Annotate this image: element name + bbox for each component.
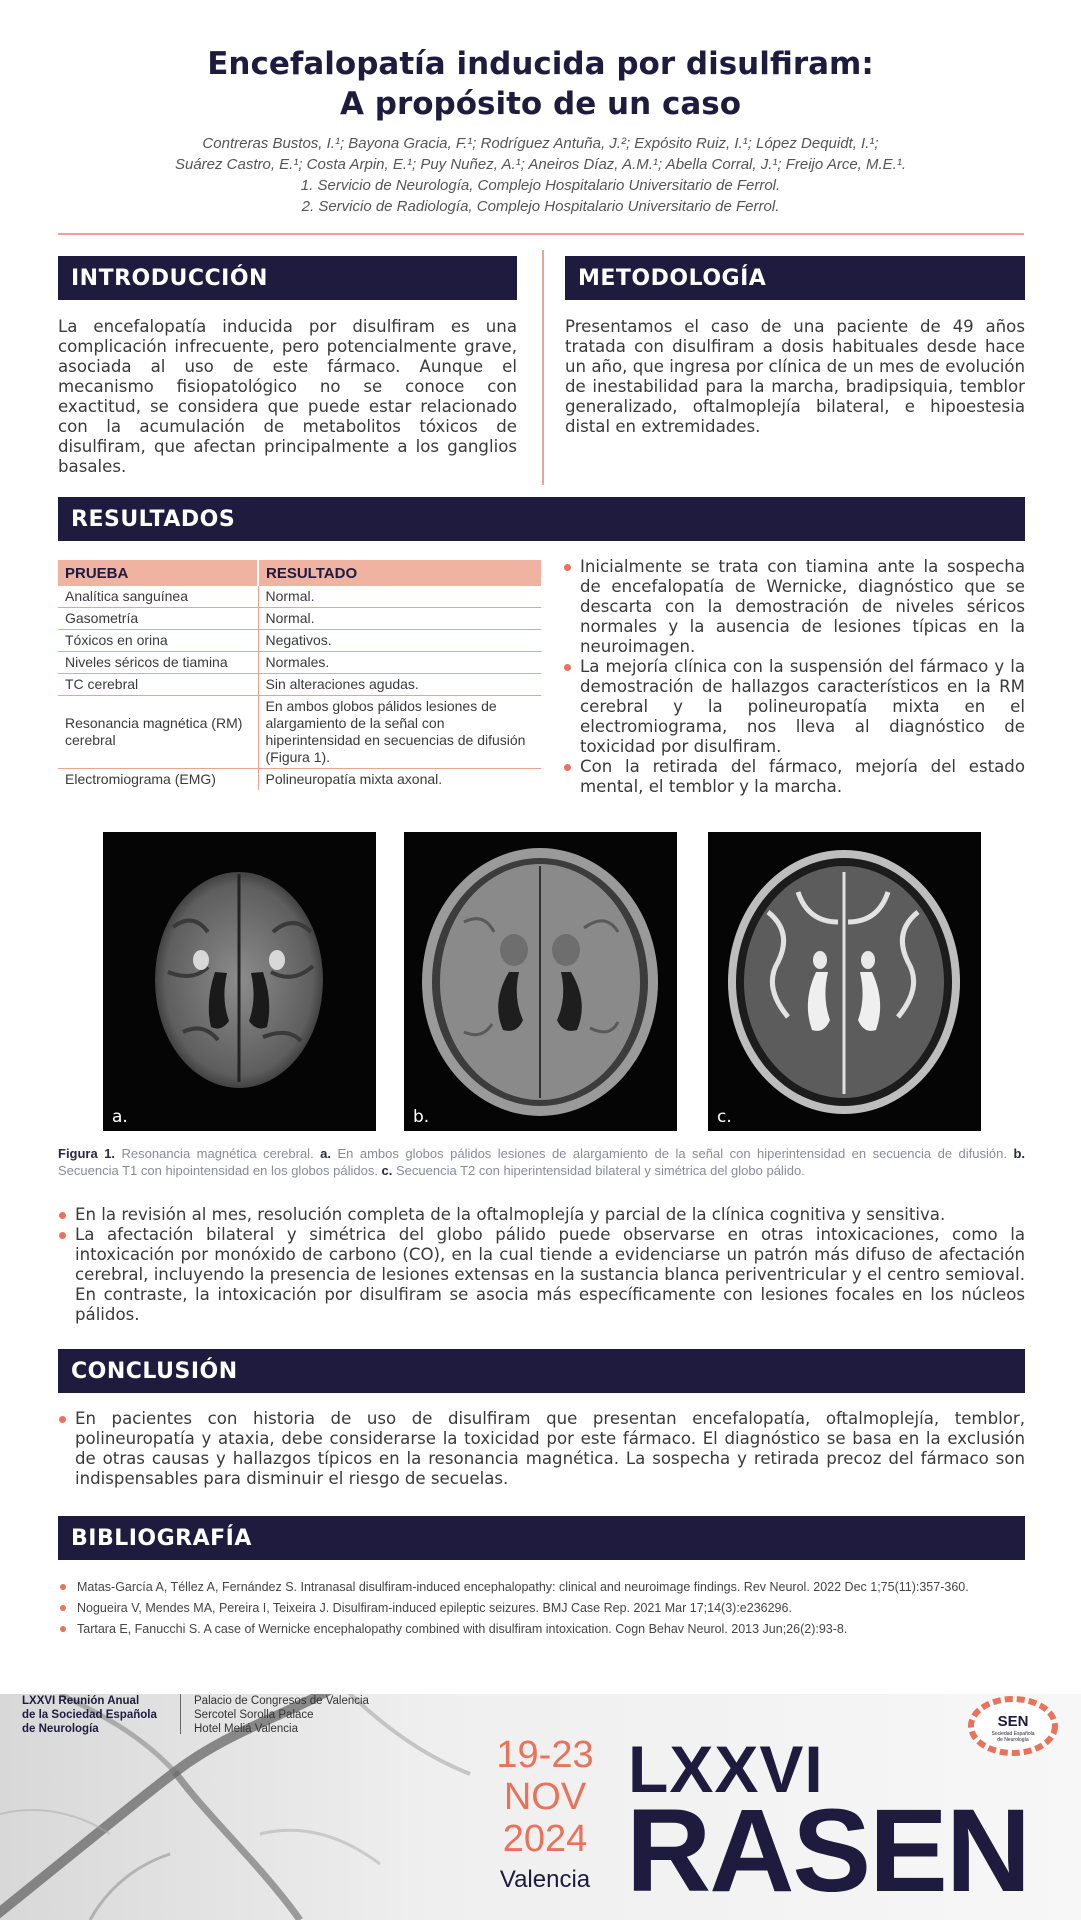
header-divider (58, 233, 1024, 235)
mri-t1-image (404, 832, 677, 1131)
table-cell-resultado: Negativos. (258, 630, 541, 652)
image-label-c: c. (717, 1107, 732, 1127)
table-cell-resultado: En ambos globos pálidos lesiones de alargamiento de la señal con hiperintensidad en secuencias de difusión (Figura 1). (258, 696, 541, 769)
caption-text: Secuencia T2 con hiperintensidad bilateral y simétrica del globo pálido. (392, 1163, 805, 1178)
congress-brand: RASEN (626, 1785, 1030, 1917)
affiliation-1: 1. Servicio de Neurología, Complejo Hospitalario Universitario de Ferrol. (300, 177, 781, 194)
congress-edition: LXXVI (628, 1732, 824, 1806)
date-days: 19-23 (496, 1734, 594, 1776)
caption-figure-label: Figura 1. (58, 1146, 116, 1161)
authors-line-1: Contreras Bustos, I.¹; Bayona Gracia, F.¹; Rodríguez Antuña, J.²; Expósito Ruiz, I.¹; López Dequidt, I.¹; (202, 135, 879, 152)
table-row (58, 674, 541, 696)
brain-icon (708, 832, 981, 1131)
congress-dates (480, 1734, 610, 1860)
table-cell-prueba: Gasometría (58, 608, 258, 630)
bibliografia-heading: BIBLIOGRAFÍA (58, 1516, 1025, 1560)
brain-icon (103, 832, 376, 1131)
list-item: La afectación bilateral y simétrica del globo pálido puede observarse en otras intoxicaciones, como la intoxicación por monóxido de carbono (CO), en la cual tiende a evidenciarse un patrón más difuso de afectación cerebral, incluyendo la presencia de lesiones extensas en la sustancia blanca periventricular y el centro semioval. En contraste, la intoxicación por disulfiram se asocia más específicamente con lesiones focales en los núcleos pálidos. (58, 1225, 1025, 1325)
authors-block (30, 133, 1051, 217)
discussion-bullets (58, 1205, 1025, 1325)
organizer-line: de Neurología (22, 1723, 99, 1735)
poster-title (0, 44, 1081, 124)
results-bullets (563, 557, 1025, 797)
caption-text: En ambos globos pálidos lesiones de alargamiento de la señal con hiperintensidad en secuencia de difusión. (331, 1146, 1014, 1161)
list-item: La mejoría clínica con la suspensión del fármaco y la demostración de hallazgos característicos en la RM cerebral y la polineuropatía mixta en el electromiograma, nos lleva al diagnóstico de toxicidad por disulfiram. (563, 657, 1025, 757)
caption-letter-c: c. (381, 1163, 393, 1178)
table-row (58, 652, 541, 674)
table-cell-resultado: Normal. (258, 586, 541, 608)
column-divider (542, 250, 544, 485)
sen-logo (965, 1696, 1061, 1758)
sen-logo-subtitle: Sociedad Española (991, 1731, 1035, 1737)
image-label-a: a. (112, 1107, 128, 1127)
results-table (58, 560, 541, 790)
caption-letter-b: b. (1013, 1146, 1025, 1161)
footer-separator (180, 1694, 181, 1734)
reference-item: Tartara E, Fanucchi S. A case of Wernicke encephalopathy combined with disulfiram intoxication. Cogn Behav Neurol. 2013 Jun;26(2):93-8. (58, 1619, 1019, 1640)
reference-item: Nogueira V, Mendes MA, Pereira I, Teixeira J. Disulfiram-induced epileptic seizures. BMJ Case Rep. 2021 Mar 17;14(3):e236296. (58, 1598, 1019, 1619)
list-item: En la revisión al mes, resolución completa de la oftalmoplejía y parcial de la clínica cognitiva y sensitiva. (58, 1205, 1025, 1225)
table-cell-resultado: Polineuropatía mixta axonal. (258, 769, 541, 791)
table-cell-prueba: Niveles séricos de tiamina (58, 652, 258, 674)
organizer-line: de la Sociedad Española (22, 1709, 157, 1721)
introduccion-text: La encefalopatía inducida por disulfiram es una complicación infrecuente, pero potencialmente grave, asociada al uso de este fármaco. Aunque el mecanismo fisiopatológico no se conoce con exactitud, se considera que puede estar relacionado con la acumulación de metabolitos tóxicos de disulfiram, que afectan principalmente a los ganglios basales. (58, 317, 517, 476)
column-header-prueba: PRUEBA (58, 560, 258, 586)
sen-logo-text: SEN (997, 1713, 1029, 1730)
table-row (58, 630, 541, 652)
date-year: 2024 (502, 1818, 588, 1860)
congress-banner (0, 1694, 1081, 1920)
sen-logo-subtitle: de Neurología (997, 1737, 1029, 1743)
list-item: Con la retirada del fármaco, mejoría del estado mental, el temblor y la marcha. (563, 757, 1025, 797)
caption-text: Resonancia magnética cerebral. (115, 1146, 321, 1161)
table-cell-resultado: Normales. (258, 652, 541, 674)
venue-list (194, 1694, 394, 1736)
sen-logo-icon (965, 1696, 1061, 1758)
venue-line: Sercotel Sorolla Palace (194, 1709, 314, 1721)
introduccion-heading: INTRODUCCIÓN (58, 256, 517, 300)
title-line-2: A propósito de un caso (339, 86, 742, 122)
table-row (58, 608, 541, 630)
list-item: Inicialmente se trata con tiamina ante la sospecha de encefalopatía de Wernicke, diagnóstico que se descarta con la demostración de niveles séricos normales y la ausencia de lesiones típicas en la neuroimagen. (563, 557, 1025, 657)
figure-caption (58, 1145, 1025, 1179)
reference-item: Matas-García A, Téllez A, Fernández S. Intranasal disulfiram-induced encephalopathy: clinical and neuroimage findings. Rev Neurol. 2022 Dec 1;75(11):357-360. (58, 1577, 1019, 1598)
metodologia-text: Presentamos el caso de una paciente de 49 años tratada con disulfiram a dosis habituales desde hace un año, que ingresa por clínica de un mes de evolución de inestabilidad para la marcha, bradipsiquia, temblor generalizado, oftalmoplejía bilateral, e hipoestesia distal en extremidades. (565, 317, 1025, 436)
table-row (58, 769, 541, 791)
affiliation-2: 2. Servicio de Radiología, Complejo Hospitalario Universitario de Ferrol. (301, 198, 780, 215)
conclusion-bullets (58, 1409, 1025, 1489)
table-cell-resultado: Normal. (258, 608, 541, 630)
table-cell-prueba: Resonancia magnética (RM) cerebral (58, 696, 258, 769)
image-label-b: b. (413, 1107, 430, 1127)
organizer-line: LXXVI Reunión Anual (22, 1695, 140, 1707)
mri-t2-image (708, 832, 981, 1131)
column-header-resultado: RESULTADO (258, 560, 541, 586)
venue-line: Hotel Meliá Valencia (194, 1723, 298, 1735)
table-cell-resultado: Sin alteraciones agudas. (258, 674, 541, 696)
table-cell-prueba: TC cerebral (58, 674, 258, 696)
venue-line: Palacio de Congresos de Valencia (194, 1695, 369, 1707)
list-item: En pacientes con historia de uso de disulfiram que presentan encefalopatía, oftalmoplejía, temblor, polineuropatía y ataxia, debe considerarse la toxicidad por este fármaco. El diagnóstico se basa en la exclusión de otras causas y hallazgos típicos en la resonancia magnética. La sospecha y retirada precoz del fármaco son indispensables para disminuir el riesgo de secuelas. (58, 1409, 1025, 1489)
table-row (58, 586, 541, 608)
authors-line-2: Suárez Castro, E.¹; Costa Arpin, E.¹; Puy Nuñez, A.¹; Aneiros Díaz, A.M.¹; Abella Corral, J.¹; Freijo Arce, M.E.¹. (174, 156, 907, 173)
title-line-1: Encefalopatía inducida por disulfiram: (207, 46, 874, 82)
brain-icon (404, 832, 677, 1131)
references-list (58, 1577, 1019, 1640)
caption-text: Secuencia T1 con hipointensidad en los globos pálidos. (58, 1163, 382, 1178)
organizer-name (22, 1694, 182, 1736)
mri-diffusion-image (103, 832, 376, 1131)
table-row (58, 696, 541, 769)
conclusion-heading: CONCLUSIÓN (58, 1349, 1025, 1393)
table-cell-prueba: Electromiograma (EMG) (65, 771, 216, 787)
resultados-heading: RESULTADOS (58, 497, 1025, 541)
metodologia-heading: METODOLOGÍA (565, 256, 1025, 300)
results-table-header-row (58, 560, 541, 586)
table-cell-prueba: Analítica sanguínea (58, 586, 258, 608)
caption-letter-a: a. (320, 1146, 331, 1161)
table-cell-prueba: Tóxicos en orina (58, 630, 258, 652)
date-month: NOV (503, 1776, 587, 1818)
congress-city: Valencia (499, 1866, 591, 1893)
